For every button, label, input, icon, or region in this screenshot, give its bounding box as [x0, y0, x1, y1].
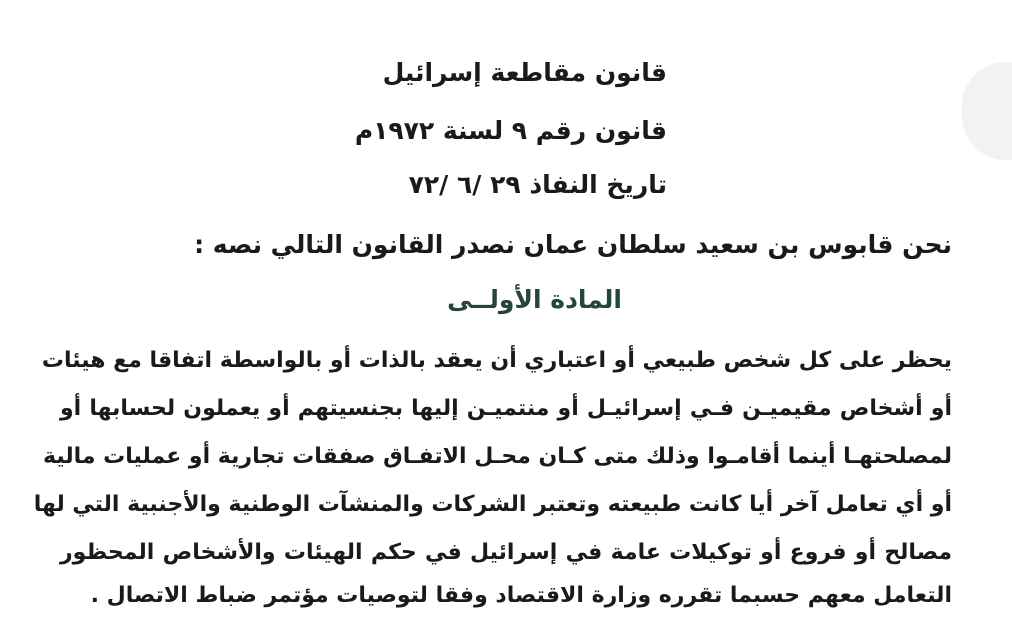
preamble: نحن قابوس بن سعيد سلطان عمان نصدر القانون التالي نصه : [194, 230, 952, 259]
law-title: قانون مقاطعة إسرائيل [382, 58, 667, 87]
article-body-line: أو أشخاص مقيميـن فـي إسرائيـل أو منتميـن إليها بجنسيتهم أو يعملون لحسابها أو [60, 396, 952, 421]
article-body-line: أو أي تعامل آخر أيا كانت طبيعته وتعتبر الشركات والمنشآت الوطنية والأجنبية التي لها [33, 492, 952, 517]
article-body-line: مصالح أو فروع أو توكيلات عامة في إسرائيل في حكم الهيئات والأشخاص المحظور [60, 540, 952, 565]
article-title: المادة الأولــى [447, 285, 622, 314]
effective-date: تاريخ النفاذ ٢٩ /٦ /٧٢ [408, 170, 667, 199]
law-number: قانون رقم ٩ لسنة ١٩٧٢م [354, 116, 667, 145]
article-body-line: يحظر على كل شخص طبيعي أو اعتباري أن يعقد بالذات أو بالواسطة اتفاقا مع هيئات [41, 348, 952, 373]
article-body-line: لمصلحتهـا أينما أقامـوا وذلك متى كـان محـل الاتفـاق صفقات تجارية أو عمليات مالية [43, 444, 952, 469]
side-tab[interactable] [962, 62, 1012, 160]
article-body-line: التعامل معهم حسبما تقرره وزارة الاقتصاد وفقا لتوصيات مؤتمر ضباط الاتصال . [90, 583, 952, 608]
